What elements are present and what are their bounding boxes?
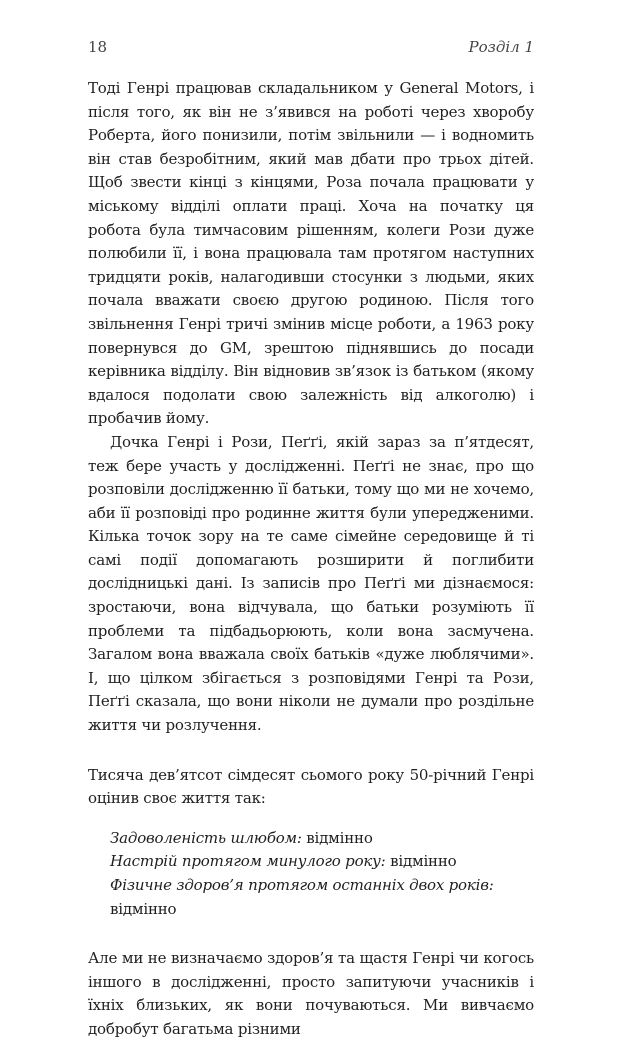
rating-label: Задоволеність шлюбом: [110,828,302,847]
ratings-list [88,827,534,921]
rating-label: Фізичне здоров’я протягом останніх двох років: [110,876,494,894]
rating-value: відмінно [110,899,177,918]
rating-value: відмінно [390,852,457,871]
paragraph-1: Тоді Генрі працював складальником у General Motors, і після того, як він не з’явився на роботі через хворобу Роберта, його понизили, потім звільнили — і водномить він став безробітним, який мав дбати про трьох дітей. Щоб звести кінці з кінцями, Роза почала працювати у міському відділі оплати праці. Хоча на початку ця робота була тимчасовим рішенням, колеги Рози дуже полюбили її, і вона працювала там протягом наступних тридцяти років, налагодивши стосунки з людьми, яких почала вважати своєю другою родиною. Після того звільнення Генрі тричі змінив місце роботи, а 1963 року повернувся до GM, зрештою піднявшись до посади керівника відділу. Він відновив зв’язок із батьком (якому вдалося подолати свою залежність від алкоголю) і пробачив йому. [88,79,534,428]
page-number: 18 [88,38,108,56]
paragraph-4: Але ми не визначаємо здоров’я та щастя Генрі чи когось іншого в дослідженні, просто запитуючи учасників і їхніх близьких, як вони почуваються. Ми вивчаємо добробут багатьма різними [88,949,534,1038]
rating-label: Настрій протягом минулого року: [110,852,386,871]
body-text [88,77,534,1042]
paragraph-3: Тисяча дев’ятсот сімдесят сьомого року 50-річний Генрі оцінив своє життя так: [88,765,534,808]
rating-value: відмінно [306,828,373,847]
rating-marriage [110,827,534,851]
rating-mood [110,850,534,874]
chapter-title: Розділ 1 [468,38,534,56]
rating-health [110,874,534,921]
running-header [88,38,534,64]
paragraph-2: Дочка Генрі і Рози, Пеґґі, якій зараз за п’ятдесят, теж бере участь у дослідженні. Пеґґі не знає, про що розповіли дослідженню її батьки, тому що ми не хочемо, аби її розповіді про родинне життя були упередженими. Кілька точок зору на те саме сімейне середовище й ті самі події допомагають розширити й поглибити дослідницькі дані. Із записів про Пеґґі ми дізнаємося: зростаючи, вона відчувала, що батьки розуміють її проблеми та підбадьорюють, коли вона засмучена. Загалом вона вважала своїх батьків «дуже люблячими». І, що цілком збігається з розповідями Генрі та Рози, Пеґґі сказала, що вони ніколи не думали про роздільне життя чи розлучення. [88,432,534,735]
